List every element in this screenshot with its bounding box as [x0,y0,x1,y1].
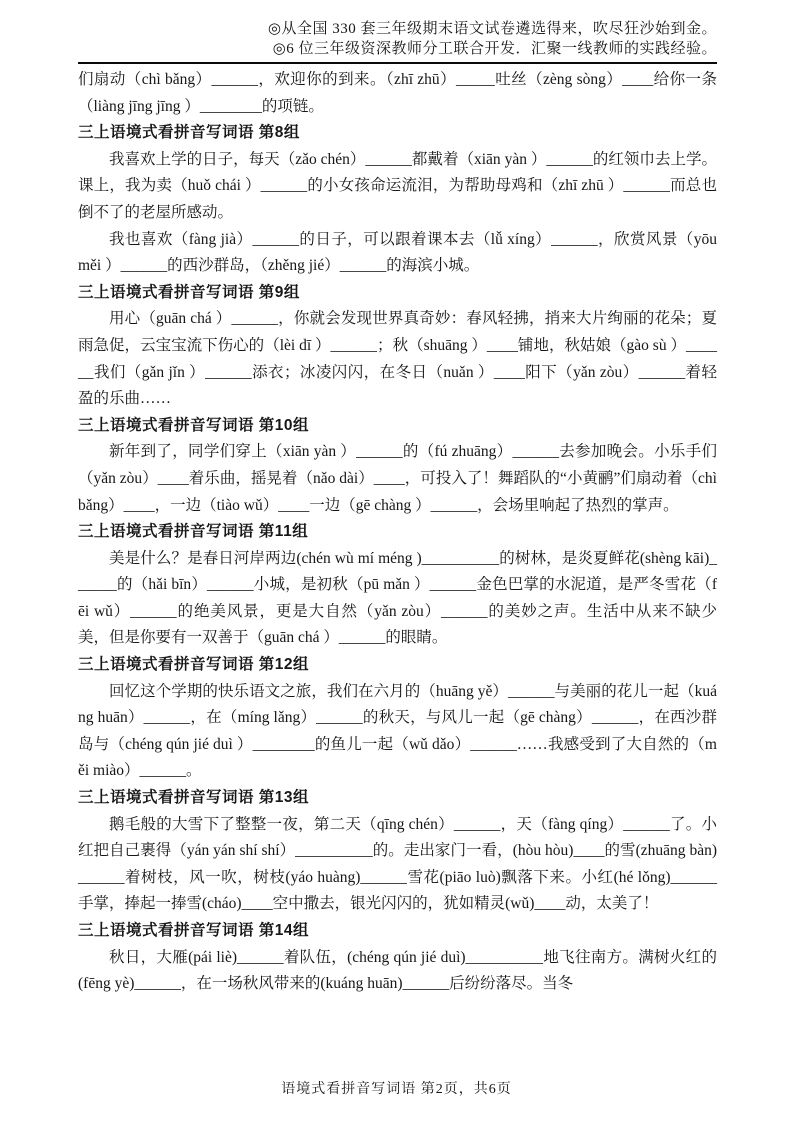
group-12-paragraph: 回忆这个学期的快乐语文之旅，我们在六月的（huāng yě）______与美丽的花儿一起（kuáng huān）______，在（míng lǎng）______的秋天，与风儿一起（gē chàng）______，在西沙群岛与（chéng qún jié duì ）________的鱼儿一起（wǔ dǎo）______……我感受到了大自然的（měi miào）______。 [78,682,717,780]
section-group-10 [78,413,717,519]
worksheet-body [78,67,717,998]
group-11-paragraph: 美是什么？是春日河岸两边(chén wù mí méng )__________的树林，是炎夏鲜花(shèng kāi)______的（hǎi bīn）______小城，是初秋（pū mǎn ）______金色巴掌的水泥道，是严冬雪花（fēi wǔ）______的绝美风景，更是大自然（yǎn zòu）______的美妙之声。生活中从来不缺少美，但是你要有一双善于（guān chá ）______的眼睛。 [78,549,717,647]
group-13-paragraph: 鹅毛般的大雪下了整整一夜，第二天（qīng chén）______，天（fàng qíng）______了。小红把自己裹得（yán yán shí shí）__________的。走出家门一看，(hòu hòu)____的雪(zhuāng bàn)______着树枝，风一吹，树枝(yáo huàng)______雪花(piāo luò)飘落下来。小红(hé lǒng)______手掌，捧起一捧雪(cháo)____空中撒去，银光闪闪的，犹如精灵(wǔ)____动，太美了！ [78,815,717,913]
continued-paragraph: 们扇动（chì bǎng）______，欢迎你的到来。（zhī zhū）_____吐丝（zèng sòng）____给你一条（liàng jīng jīng ）________的项链。 [78,71,717,115]
section-group-11 [78,519,717,652]
section-group-12 [78,652,717,785]
section-group-14 [78,918,717,998]
header-tagline-1: ◎从全国 330 套三年级期末语文试卷遴选得来，吹尽狂沙始到金。 [267,21,717,37]
group-8-heading: 三上语境式看拼音写词语 第8组 [78,124,300,142]
group-8-paragraph-1: 我喜欢上学的日子，每天（zǎo chén）______都戴着（xiān yàn ）______的红领巾去上学。课上，我为卖（huǒ chái ）______的小女孩命运流泪，为帮助母鸡和（zhī zhū ）______而总也倒不了的老屋所感动。 [78,150,717,221]
group-12-heading: 三上语境式看拼音写词语 第12组 [78,656,310,674]
section-group-9 [78,280,717,413]
group-10-paragraph: 新年到了，同学们穿上（xiān yàn ）______的（fú zhuāng）______去参加晚会。小乐手们（yǎn zòu）____着乐曲，摇晃着（nǎo dài）____，可投入了！舞蹈队的“小黄鹂”们扇动着（chì bǎng）____，一边（tiào wǔ）____一边（gē chàng ）______，会场里响起了热烈的掌声。 [78,443,717,514]
group-10-heading: 三上语境式看拼音写词语 第10组 [78,416,310,434]
header-tagline-2: ◎6 位三年级资深教师分工联合开发．汇聚一线教师的实践经验。 [272,40,717,57]
group-14-paragraph: 秋日，大雁(pái liè)______着队伍，(chéng qún jié duì)__________地飞往南方。满树火红的(fēng yè)______，在一场秋风带来的(kuáng huān)______后纷纷落尽。当冬 [78,948,717,993]
group-8-paragraph-2: 我也喜欢（fàng jià）______的日子，可以跟着课本去（lǚ xíng）______，欣赏风景（yōu měi ）______的西沙群岛，（zhěng jié）______的海滨小城。 [78,230,717,275]
group-14-heading: 三上语境式看拼音写词语 第14组 [78,922,310,939]
group-9-heading: 三上语境式看拼音写词语 第9组 [78,283,300,301]
page-header [78,20,717,64]
group-11-heading: 三上语境式看拼音写词语 第11组 [78,523,309,541]
section-group-8 [78,120,717,280]
page-footer: 语境式看拼音写词语 第2页，共6页 [281,1082,512,1097]
group-9-paragraph: 用心（guān chá ）______，你就会发现世界真奇妙：春风轻拂，捎来大片绚丽的花朵；夏雨急促，云宝宝流下伤心的（lèi dī ）______；秋（shuāng ）____铺地，秋姑娘（gào sù ）______我们（gǎn jǐn ）______添衣；冰凌闪闪，在冬日（nuǎn ）____阳下（yǎn zòu）______着轻盈的乐曲…… [78,310,717,408]
section-group-13 [78,785,717,918]
group-13-heading: 三上语境式看拼音写词语 第13组 [78,789,310,807]
